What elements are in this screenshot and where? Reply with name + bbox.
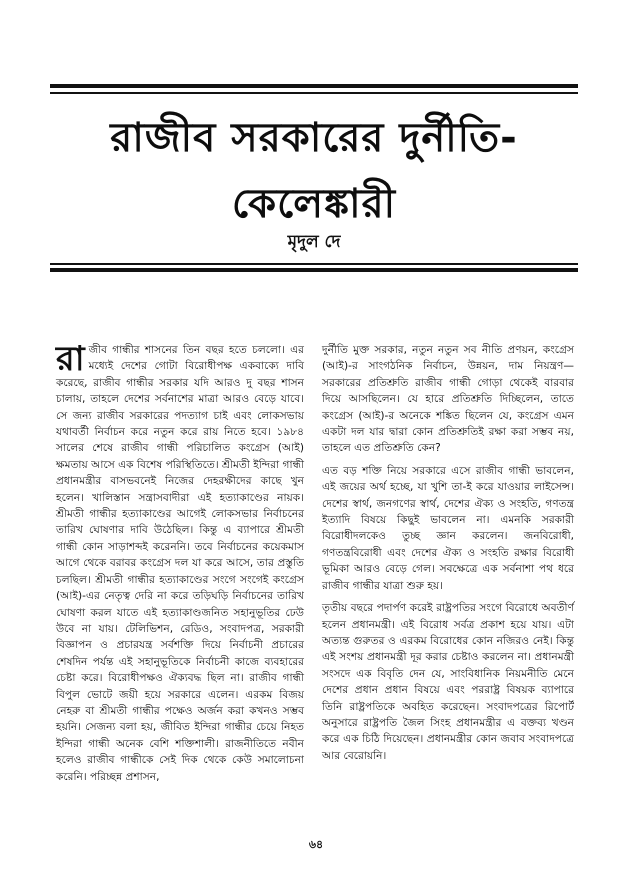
left-column	[56, 339, 304, 791]
body-paragraph: তৃতীয় বছরে পদার্পণ করেই রাষ্ট্রপতির সংগে বিরোধে অবতীর্ণ হলেন প্রধানমন্ত্রী। এই বিরোধ সর্বত্র প্রকাশ হয়ে যায়। এটা অত্যন্ত গুরুতর ও এরকম বিরোধের কোন নজিরও নেই। কিন্তু এই সংশয় প্রধানমন্ত্রী দূর করার চেষ্টাও করলেন না। প্রধানমন্ত্রী সংসদে এক বিবৃতি দেন যে, সাংবিধানিক নিয়মনীতি মেনে দেশের প্রধান প্রধান বিষয়ে এবং পররাষ্ট্র বিষয়ক ব্যাপারে তিনি রাষ্ট্রপতিকে অবহিত করেছেন। সংবাদপত্রের রিপোর্ট অনুসারে রাষ্ট্রপতি জৈল সিংহ প্রধানমন্ত্রীর এ বক্তব্য খণ্ডন করে এক চিঠি দিয়েছেন। প্রধানমন্ত্রীর কোন জবাব সংবাদপত্রে আর বেরোয়নি।	[322, 602, 574, 762]
body-paragraph: এত বড় শক্তি নিয়ে সরকারে এসে রাজীব গান্ধী ভাবলেন, এই জয়ের অর্থ হচ্ছে, যা খুশি তা-ই করে যাওয়ার লাইসেন্স। দেশের স্বার্থ, জনগণের স্বার্থ, দেশের ঐক্য ও সংহতি, গণতন্ত্র ইত্যাদি বিষয়ে কিছুই ভাবলেন না। এমনকি সরকারী বিরোধীদলকেও তুচ্ছ জ্ঞান করলেন। জনবিরোধী, গণতন্ত্রবিরোধী এবং দেশের ঐক্য ও সংহতি রক্ষার বিরোধী ভূমিকা আরও বেড়ে গেল। সবক্ষেত্রে এক সর্বনাশা পথ ধরে রাজীব গান্ধীর যাত্রা শুরু হয়।	[322, 464, 574, 592]
top-rule-thick	[50, 84, 578, 88]
article-title-line2: কেলেঙ্কারী	[231, 181, 397, 227]
top-rule-thin	[50, 92, 578, 94]
body-paragraph: জীব গান্ধীর শাসনের তিন বছর হতে চললো। এর মধ্যেই দেশের গোটা বিরোধীপক্ষ একবাক্যে দাবি করেছে, রাজীব গান্ধীর সরকার যদি আরও দু বছর শাসন চালায়, তাহলে দেশের সর্বনাশের মাত্রা আরও বেড়ে যাবে। সে জন্য রাজীব সরকারের পদত্যাগ চাই এবং লোকসভায় যথাবর্তী নির্বাচন করে নতুন করে রায় নিতে হবে। ১৯৮৪ সালের শেষে রাজীব গান্ধী পরিচালিত কংগ্রেস (আই) ক্ষমতায় আসে এক বিশেষ পরিস্থিতিতে। শ্রীমতী ইন্দিরা গান্ধী প্রধানমন্ত্রীর বাসভবনেই নিজের দেহরক্ষীদের কাছে খুন হলেন। খালিস্তান সন্ত্রাসবাদীরা এই হত্যাকাণ্ডের নায়ক। শ্রীমতী গান্ধীর হত্যাকাণ্ডের আগেই লোকসভার নির্বাচনের তারিখ ঘোষণার দাবি উঠেছিল। কিন্তু এ ব্যাপারে শ্রীমতী গান্ধী কোন সাড়াশব্দই করেননি। তবে নির্বাচনের কয়েকমাস আগে থেকে বরাবর কংগ্রেস দল যা করে আসে, তার প্রস্তুতি চলছিল। শ্রীমতী গান্ধীর হত্যাকাণ্ডের সংগে সংগেই কংগ্রেস (আই)-এর নেতৃত্ব দেরি না করে তড়িঘড়ি নির্বাচনের তারিখ ঘোষণা করল যাতে এই হত্যাকাণ্ডজনিত সহানুভূতির ঢেউ উবে না যায়। টেলিভিশন, রেডিও, সংবাদপত্র, সরকারী বিজ্ঞাপন ও প্রচারযন্ত্র সর্বশক্তি দিয়ে নির্বাচনী প্রচারের শেষদিন পর্যন্ত এই সহানুভূতিকে নির্বাচনী কাজে ব্যবহারের চেষ্টা করে। বিরোধীপক্ষও ঐক্যবদ্ধ ছিল না। রাজীব গান্ধী বিপুল ভোটে জয়ী হয়ে সরকারে এলেন। এরকম বিজয় নেহরু বা শ্রীমতী গান্ধীর পক্ষেও অর্জন করা কখনও সম্ভব হয়নি। সেজন্য বলা হয়, জীবিত ইন্দিরা গান্ধীর চেয়ে নিহত ইন্দিরা গান্ধী অনেক বেশি শক্তিশালী। রাজনীতিতে নবীন হলেও রাজীব গান্ধীকে সেই দিক থেকে কেউ সমালোচনা করেনি। পরিচ্ছন্ন প্রশাসন,	[56, 344, 304, 783]
article-title-line1: রাজীব সরকারের দুর্নীতি-	[110, 115, 518, 161]
page-number: ৬৪	[308, 838, 324, 851]
body-paragraph: দুর্নীতি মুক্ত সরকার, নতুন নতুন সব নীতি প্রণয়ন, কংগ্রেস (আই)-র সাংগঠনিক নির্বাচন, উন্নয়ন, দাম নিয়ন্ত্রণ—সরকারের প্রতিশ্রুতি রাজীব গান্ধী গোড়া থেকেই বারবার দিয়ে আসছিলেন। যে হারে প্রতিশ্রুতি দিচ্ছিলেন, তাতে কংগ্রেস (আই)-র অনেকে শঙ্কিত ছিলেন যে, কংগ্রেস এমন একটা দল যার দ্বারা কোন প্রতিশ্রুতিই রক্ষা করা সম্ভব নয়, তাহলে এত প্রতিশ্রুতি কেন?	[322, 344, 574, 455]
bottom-rule-thin	[50, 263, 578, 265]
right-column	[322, 342, 574, 770]
drop-cap: রা	[56, 339, 85, 379]
bottom-rule-thick	[50, 268, 578, 272]
author-byline: মৃদুল দে	[287, 232, 341, 252]
